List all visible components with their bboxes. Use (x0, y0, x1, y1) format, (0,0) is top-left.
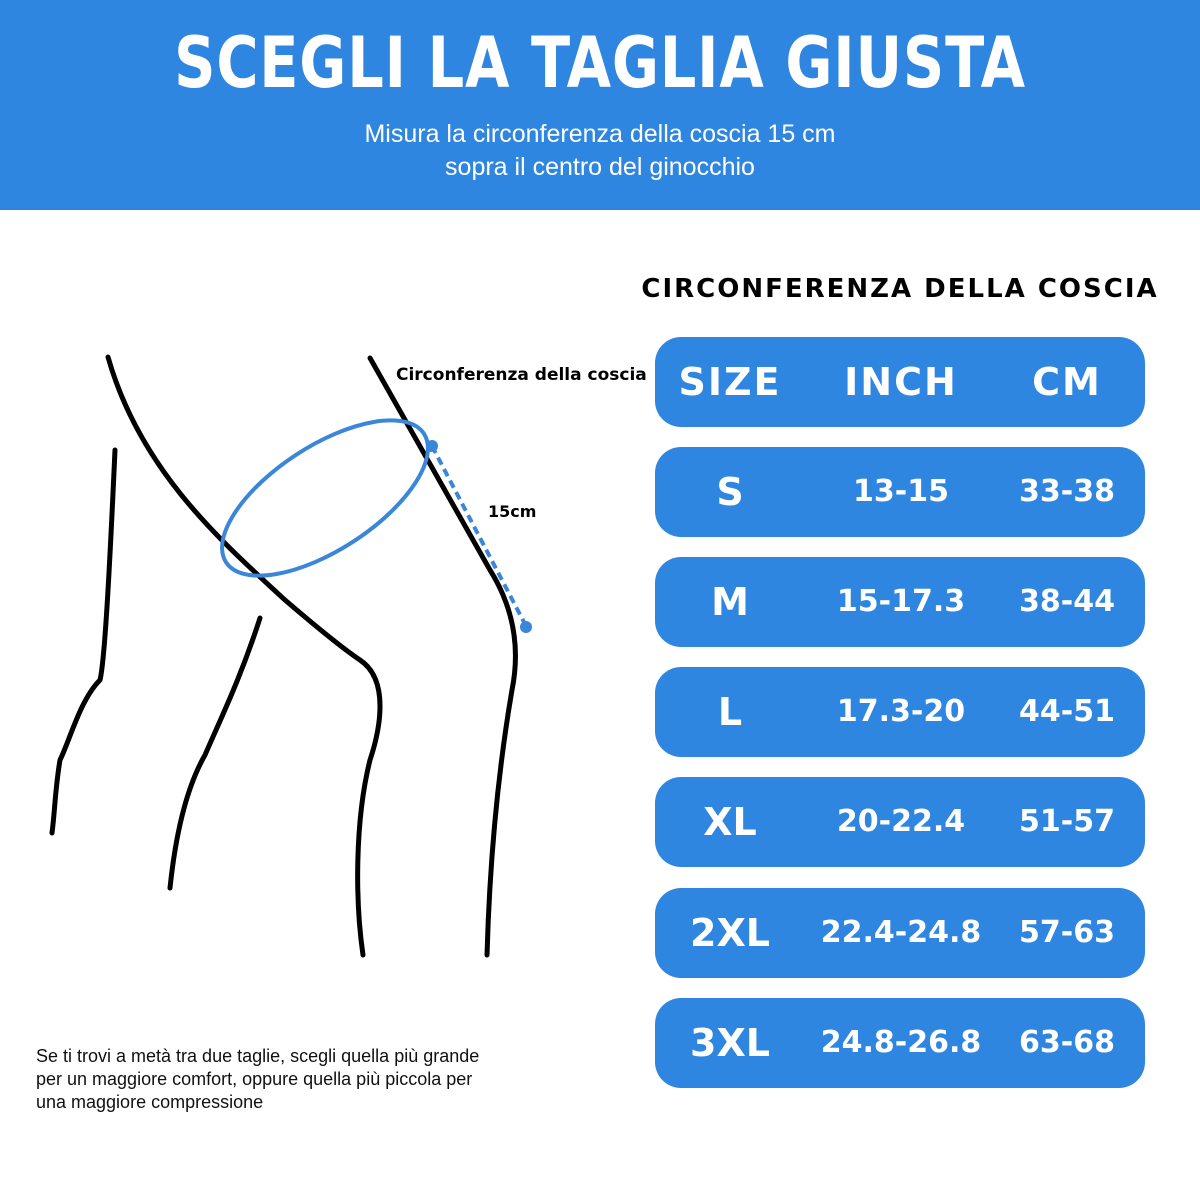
table-row (655, 888, 1145, 978)
cm-cell: 51-57 (1019, 804, 1115, 839)
table-row (655, 998, 1145, 1088)
thigh-band-icon (198, 390, 453, 606)
column-header-cm: CM (1032, 360, 1102, 404)
cm-cell: 57-63 (1019, 915, 1115, 950)
cm-cell: 38-44 (1019, 584, 1115, 619)
page-title: SCEGLI LA TAGLIA GIUSTA (174, 22, 1026, 104)
leg-outline-icon (0, 340, 660, 980)
table-heading: CIRCONFERENZA DELLA COSCIA (641, 274, 1159, 304)
subtitle-line-2: sopra il centro del ginocchio (445, 153, 755, 181)
size-cell: 2XL (690, 911, 770, 955)
inch-cell: 13-15 (853, 474, 949, 509)
size-cell: 3XL (690, 1021, 770, 1065)
table-row (655, 447, 1145, 537)
column-header-size: SIZE (678, 360, 782, 404)
subtitle-line-1: Misura la circonferenza della coscia 15 cm (364, 120, 836, 148)
diagram-label: Circonferenza della coscia (396, 365, 647, 385)
dashed-measure-icon (426, 440, 532, 633)
note-line-1: Se ti trovi a metà tra due taglie, scegli quella più grande (36, 1046, 480, 1066)
size-cell: M (711, 580, 749, 624)
inch-cell: 24.8-26.8 (820, 1025, 982, 1060)
note-line-3: una maggiore compressione (36, 1092, 264, 1112)
size-cell: S (716, 470, 744, 514)
cm-cell: 63-68 (1019, 1025, 1115, 1060)
inch-cell: 17.3-20 (836, 694, 966, 729)
table-row (655, 557, 1145, 647)
note-line-2: per un maggiore comfort, oppure quella più piccola per (36, 1069, 473, 1089)
cm-cell: 33-38 (1019, 474, 1115, 509)
column-header-inch: INCH (844, 360, 958, 404)
table-row (655, 667, 1145, 757)
table-row (655, 777, 1145, 867)
inch-cell: 22.4-24.8 (820, 915, 982, 950)
inch-cell: 20-22.4 (836, 804, 966, 839)
cm-cell: 44-51 (1019, 694, 1115, 729)
measure-label: 15cm (488, 502, 537, 521)
size-cell: L (717, 690, 743, 734)
table-header-row (655, 337, 1145, 427)
size-cell: XL (703, 800, 757, 844)
header-banner (0, 0, 1200, 210)
inch-cell: 15-17.3 (836, 584, 966, 619)
